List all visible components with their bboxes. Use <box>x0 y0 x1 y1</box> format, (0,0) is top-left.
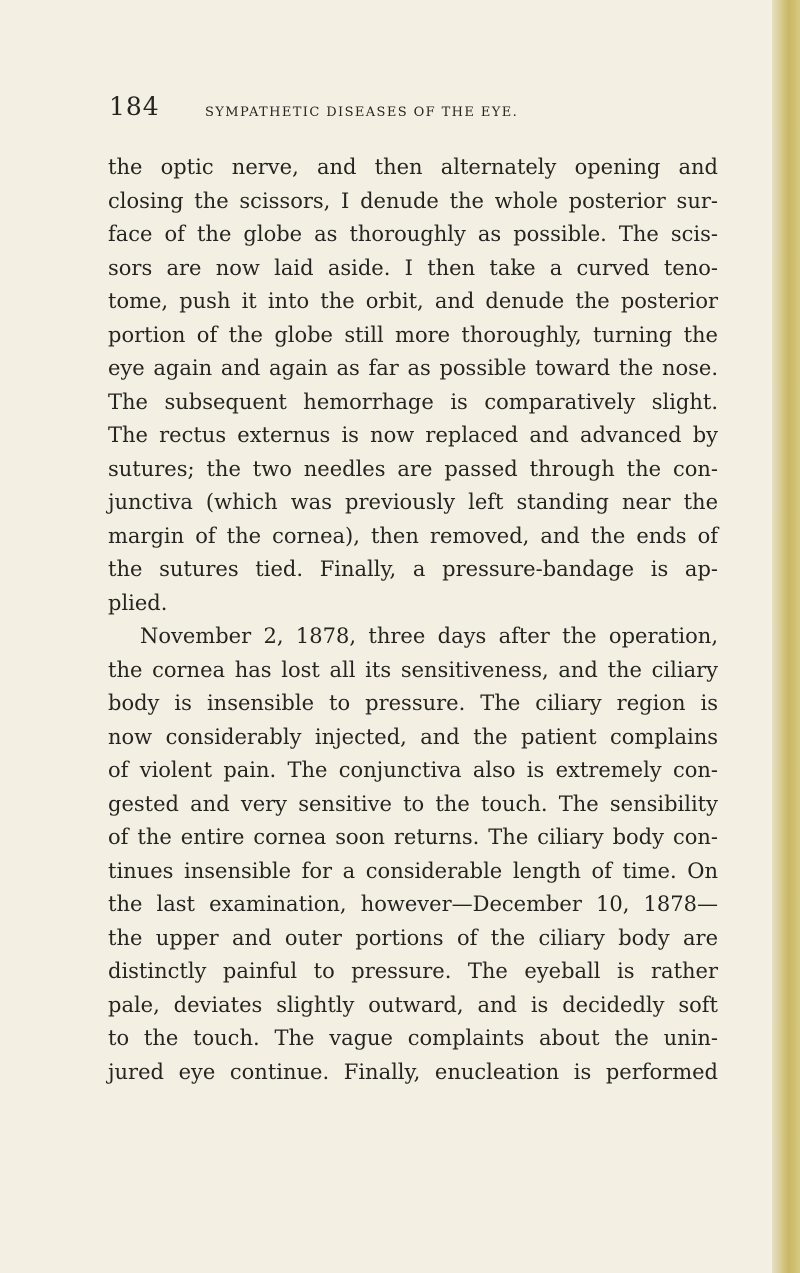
text-line: the cornea has lost all its sensitiveness, and the ciliary <box>108 657 718 682</box>
text-line: of the entire cornea soon returns. The ciliary body con- <box>108 825 718 849</box>
text-line: pale, deviates slightly outward, and is decidedly soft <box>108 992 718 1017</box>
text-line: to the touch. The vague complaints about the unin- <box>108 1026 718 1050</box>
text-line: the optic nerve, and then alternately opening and <box>108 155 718 179</box>
body-text <box>108 151 718 1089</box>
text-line: the upper and outer portions of the ciliary body are <box>108 925 718 950</box>
text-line: face of the globe as thoroughly as possible. The scis- <box>108 222 718 246</box>
text-line: margin of the cornea), then removed, and the ends of <box>108 523 718 548</box>
text-line: tome, push it into the orbit, and denude the posterior <box>108 289 718 313</box>
text-line: eye again and again as far as possible toward the nose. <box>108 356 718 380</box>
text-line: The subsequent hemorrhage is comparatively slight. <box>108 389 718 414</box>
text-line: of violent pain. The conjunctiva also is extremely con- <box>108 758 718 782</box>
text-line: jured eye continue. Finally, enucleation is performed <box>108 1059 718 1084</box>
text-line: body is insensible to pressure. The ciliary region is <box>108 691 718 715</box>
text-line: plied. <box>108 590 168 615</box>
text-line: The rectus externus is now replaced and advanced by <box>108 423 718 447</box>
page-edge <box>772 0 800 1273</box>
text-line: sutures; the two needles are passed through the con- <box>108 456 718 481</box>
text-line: distinctly painful to pressure. The eyeball is rather <box>108 959 718 983</box>
page-number: 184 <box>109 92 160 121</box>
text-line: now considerably injected, and the patient complains <box>108 724 718 749</box>
text-line: sors are now laid aside. I then take a curved teno- <box>108 255 718 280</box>
text-line: closing the scissors, I denude the whole posterior sur- <box>108 188 718 213</box>
text-line: junctiva (which was previously left standing near the <box>108 490 718 514</box>
text-line: the last examination, however—December 10, 1878— <box>108 892 718 916</box>
text-line: the sutures tied. Finally, a pressure-bandage is ap- <box>108 557 718 581</box>
page-header <box>109 92 724 132</box>
text-line: November 2, 1878, three days after the operation, <box>140 624 718 648</box>
running-head: SYMPATHETIC DISEASES OF THE EYE. <box>205 105 519 120</box>
text-line: portion of the globe still more thoroughly, turning the <box>108 322 718 347</box>
text-line: gested and very sensitive to the touch. The sensibility <box>108 791 718 816</box>
text-line: tinues insensible for a considerable length of time. On <box>108 858 718 883</box>
